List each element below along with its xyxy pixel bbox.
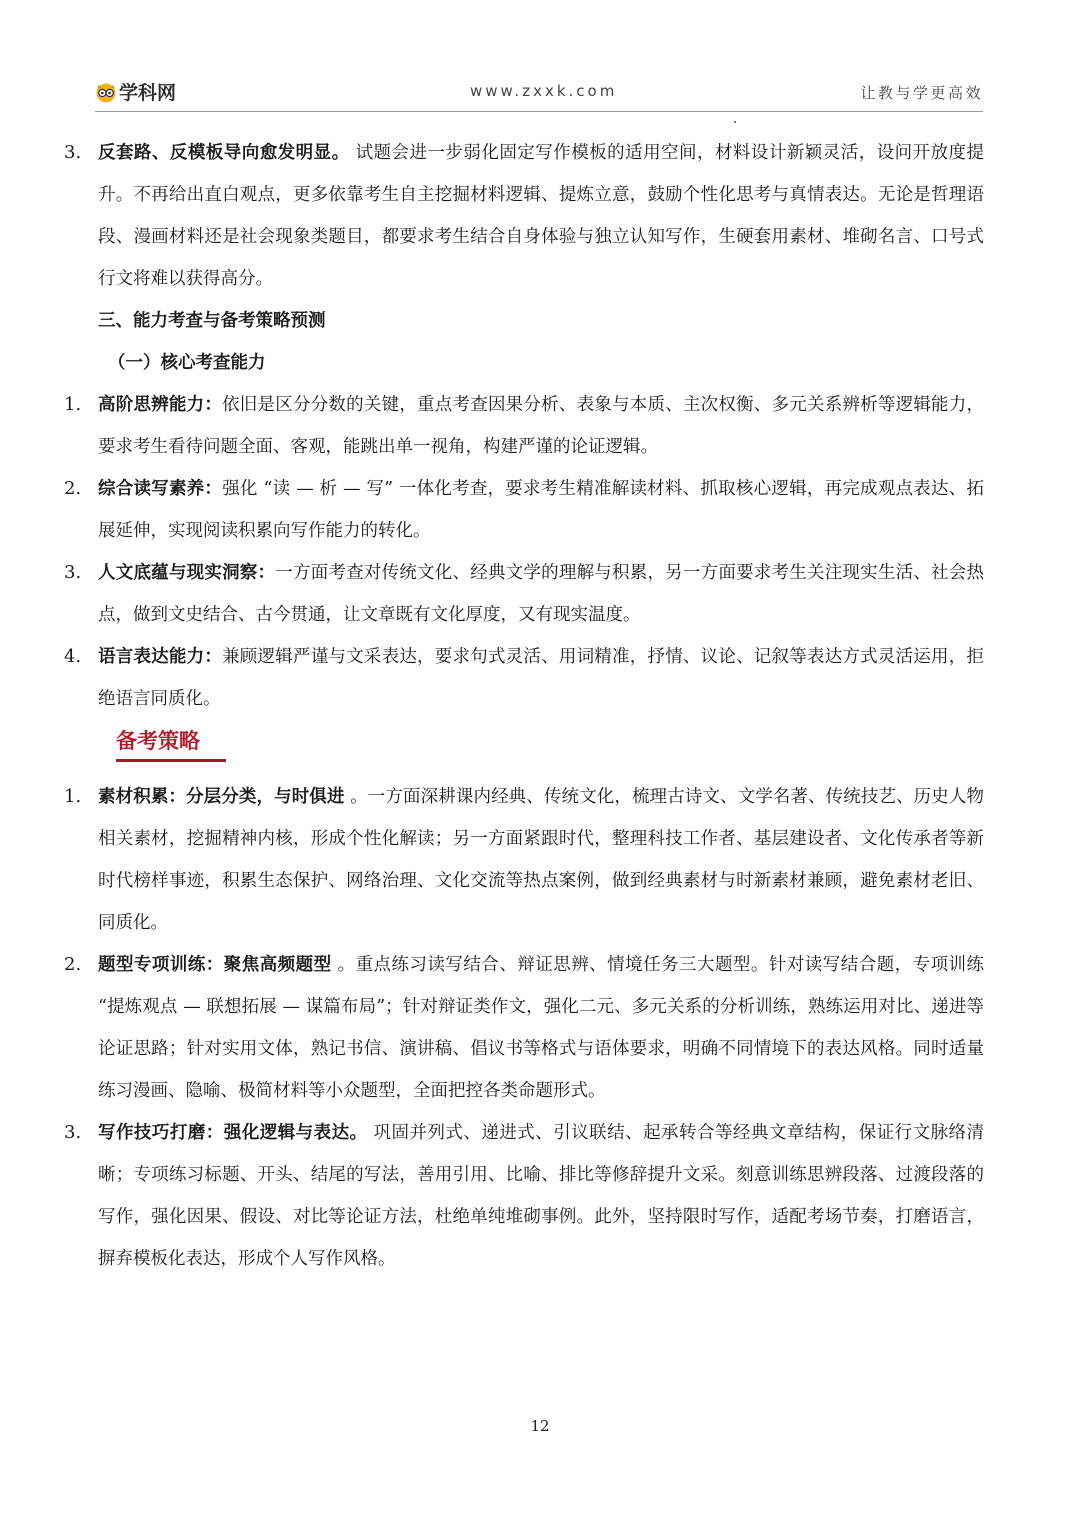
item-body: 强化 “读 — 析 — 写” 一体化考查，要求考生精准解读材料、抓取核心逻辑，再完成观点表达、拓展延伸，实现阅读积累向写作能力的转化。 [98, 479, 984, 541]
item-lead: 写作技巧打磨：强化逻辑与表达。 [98, 1123, 368, 1143]
site-url[interactable]: www.zxxk.com [470, 82, 618, 100]
strategy-title: 备考策略 [116, 726, 226, 762]
strategy-heading [116, 726, 984, 770]
section-heading: 三、能力考查与备考策略预测 [98, 311, 326, 331]
strategy-item [64, 776, 984, 944]
item-body: 一方面考查对传统文化、经典文学的理解与积累，另一方面要求考生关注现实生活、社会热点，做到文史结合、古今贯通，让文章既有文化厚度，又有现实温度。 [98, 563, 985, 625]
item-body: 兼顾逻辑严谨与文采表达，要求句式灵活、用词精准，抒情、议论、记叙等表达方式灵活运用，拒绝语言同质化。 [98, 647, 985, 709]
item-number: 2. [64, 478, 82, 499]
item-number: 3. [64, 1122, 82, 1143]
item-body: 巩固并列式、递进式、引议联结、起承转合等经典文章结构，保证行文脉络清晰；专项练习标题、开头、结尾的写法，善用引用、比喻、排比等修辞提升文采。刻意训练思辨段落、过渡段落的写作，强化因果、假设、对比等论证方法，杜绝单纯堆砌事例。此外，坚持限时写作，适配考场节奏，打磨语言，摒弃模板化表达，形成个人写作风格。 [98, 1123, 985, 1269]
item-number: 4. [64, 646, 82, 667]
strategy-item [64, 1112, 984, 1280]
item-body: 。重点练习读写结合、辩证思辨、情境任务三大题型。针对读写结合题，专项训练 “提炼观点 — 联想拓展 — 谋篇布局”；针对辩证类作文，强化二元、多元关系的分析训练，熟练运用对比、递进等论证思路；针对实用文体，熟记书信、演讲稿、倡议书等格式与语体要求，明确不同情境下的表达风格。同时适量练习漫画、隐喻、极简材料等小众题型，全面把控各类命题形式。 [98, 955, 985, 1101]
ability-item [64, 552, 984, 636]
ability-item [64, 384, 984, 468]
item-lead: 题型专项训练：聚焦高频题型 [98, 955, 332, 975]
document-body [64, 132, 984, 1280]
sub-heading: （一）核心考查能力 [108, 353, 266, 373]
header-divider [95, 111, 983, 112]
item-lead: 反套路、反模板导向愈发明显。 [98, 143, 350, 163]
site-logo[interactable] [95, 78, 176, 105]
page-number: 12 [530, 1417, 550, 1435]
ability-item [64, 468, 984, 552]
item-number: 1. [64, 394, 82, 415]
item-number: 3. [64, 562, 82, 583]
item-lead: 语言表达能力： [98, 647, 223, 667]
strategy-item [64, 944, 984, 1112]
item-body: 。一方面深耕课内经典、传统文化，梳理古诗文、文学名著、传统技艺、历史人物相关素材，挖掘精神内核，形成个性化解读；另一方面紧跟时代，整理科技工作者、基层建设者、文化传承者等新时代榜样事迹，积累生态保护、网络治理、文化交流等热点案例，做到经典素材与时新素材兼顾，避免素材老旧、同质化。 [98, 787, 985, 933]
ability-item [64, 636, 984, 720]
item-number: 3. [64, 142, 82, 163]
item-body: 试题会进一步弱化固定写作模板的适用空间，材料设计新颖灵活，设问开放度提升。不再给出直白观点，更多依靠考生自主挖掘材料逻辑、提炼立意，鼓励个性化思考与真情表达。无论是哲理语段、漫画材料还是社会现象类题目，都要求考生结合自身体验与独立认知写作，生硬套用素材、堆砌名言、口号式行文将难以获得高分。 [98, 143, 985, 289]
item-number: 2. [64, 954, 82, 975]
owl-icon [95, 81, 117, 103]
logo-text: 学科网 [119, 82, 177, 104]
item-lead: 素材积累：分层分类，与时俱进 [98, 787, 345, 807]
header-dot [734, 121, 736, 123]
item-lead: 综合读写素养： [98, 479, 223, 499]
page-header [95, 78, 983, 108]
item-number: 1. [64, 786, 82, 807]
paragraph-anti-template [64, 132, 984, 300]
item-lead: 人文底蕴与现实洞察： [98, 563, 276, 583]
item-body: 依旧是区分分数的关键，重点考查因果分析、表象与本质、主次权衡、多元关系辨析等逻辑能力，要求考生看待问题全面、客观，能跳出单一视角，构建严谨的论证逻辑。 [98, 395, 985, 457]
header-slogan: 让教与学更高效 [860, 84, 983, 102]
item-lead: 高阶思辨能力： [98, 395, 223, 415]
